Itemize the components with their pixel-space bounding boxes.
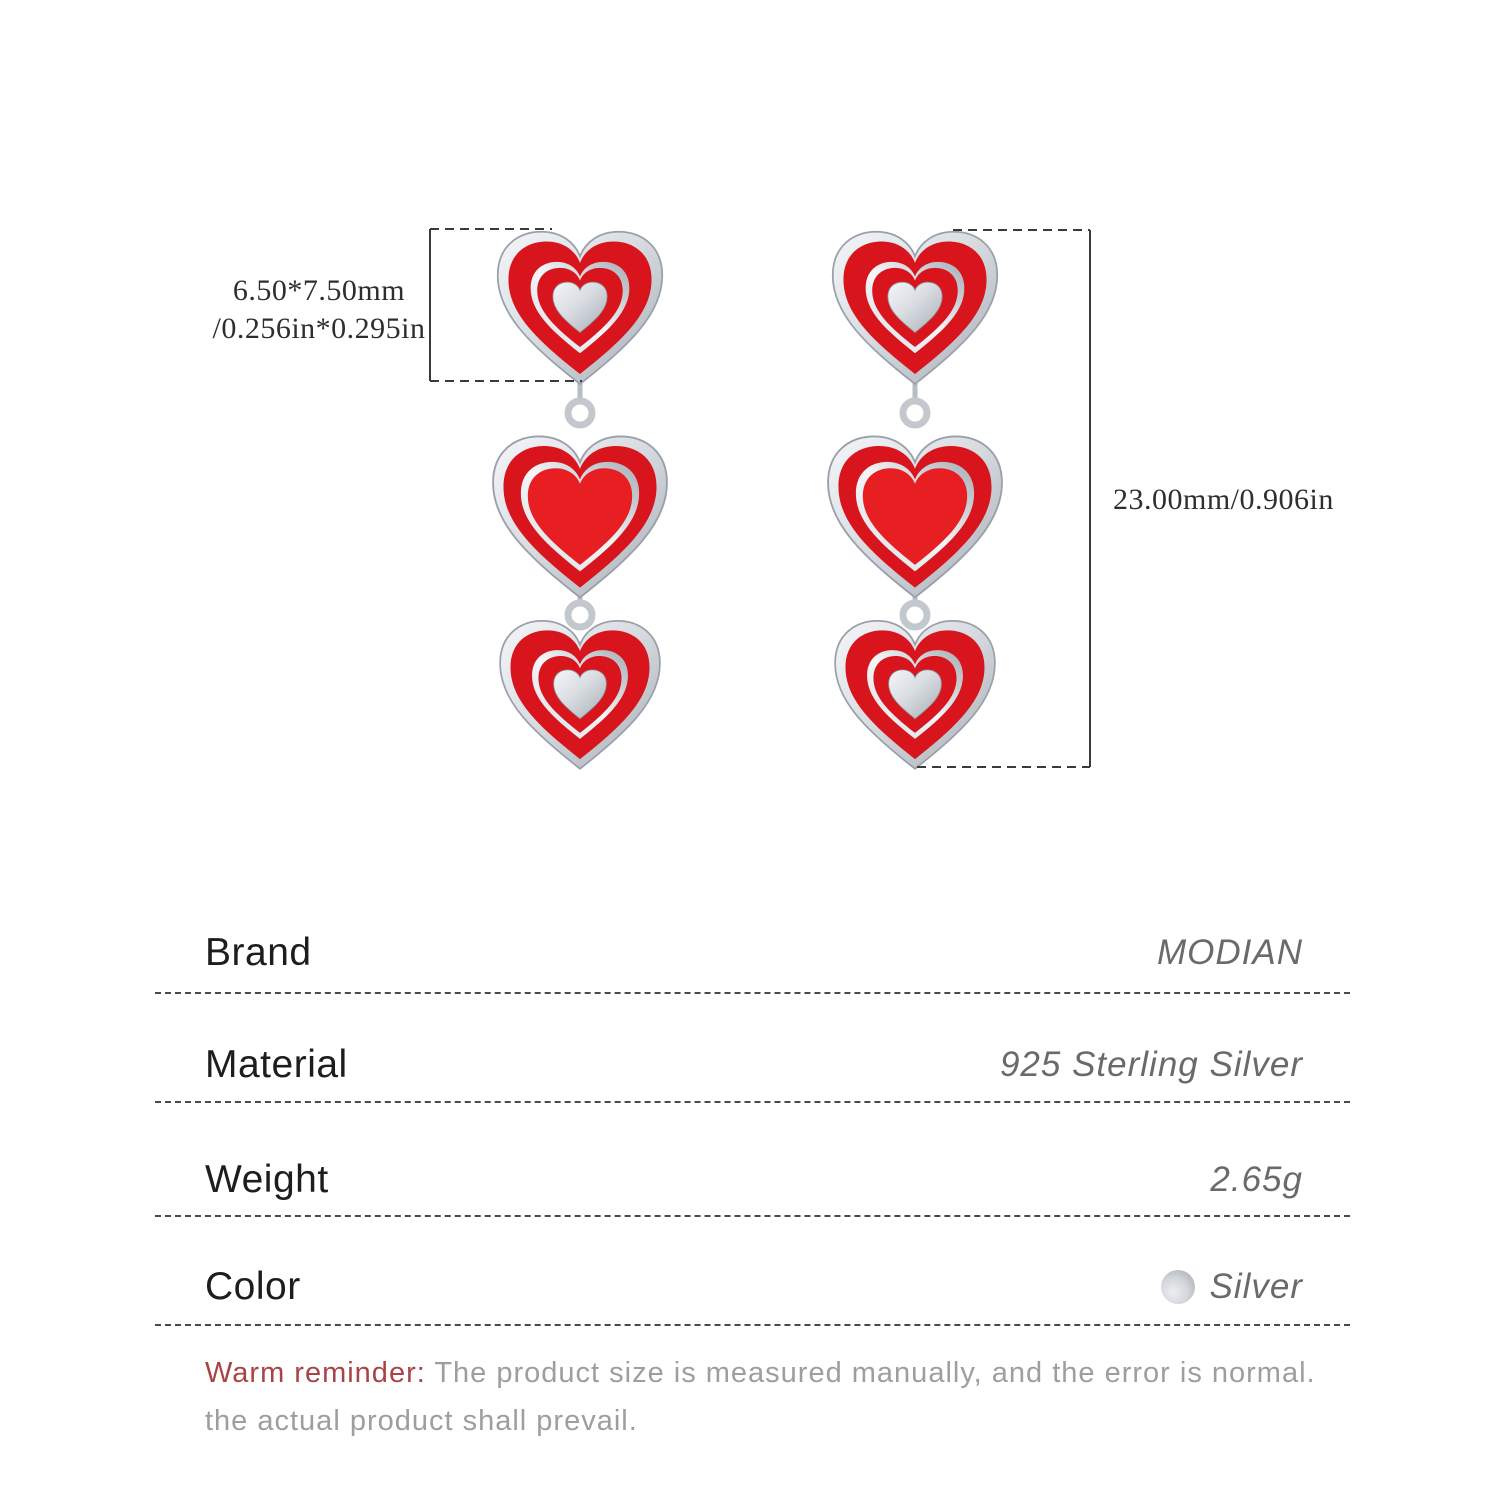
divider-1 — [155, 992, 1350, 994]
silver-sphere-icon — [1161, 1270, 1195, 1304]
reminder-prefix: Warm reminder: — [205, 1357, 426, 1389]
weight-value-text: 2.65g — [1210, 1160, 1303, 1199]
spec-value-color — [1161, 1263, 1303, 1311]
color-value-text: Silver — [1209, 1267, 1303, 1306]
earring-right — [828, 232, 1002, 769]
spec-label-color: Color — [205, 1265, 301, 1308]
divider-2 — [155, 1101, 1350, 1103]
spec-label-brand: Brand — [205, 931, 312, 974]
spec-value-weight — [1210, 1156, 1303, 1204]
total-length-annotation: 23.00mm/0.906in — [1113, 483, 1334, 516]
divider-4 — [155, 1324, 1350, 1326]
material-value-text: 925 Sterling Silver — [999, 1045, 1303, 1084]
brand-value-text: MODIAN — [1157, 933, 1303, 972]
earrings-reflection — [493, 769, 1002, 950]
reminder-line-1 — [205, 1352, 1316, 1394]
spec-label-material: Material — [205, 1043, 348, 1086]
spec-value-brand — [1157, 929, 1303, 977]
spec-label-weight: Weight — [205, 1158, 329, 1201]
spec-value-material — [1000, 1041, 1303, 1089]
heart-size-annotation — [205, 272, 433, 348]
reminder-line1-text: The product size is measured manually, and the error is normal. — [425, 1357, 1316, 1389]
reminder-line-2: the actual product shall prevail. — [205, 1405, 638, 1437]
heart-size-line2: /0.256in*0.295in — [212, 312, 426, 345]
divider-3 — [155, 1215, 1350, 1217]
heart-size-line1: 6.50*7.50mm — [232, 274, 406, 307]
earring-left — [493, 232, 667, 769]
